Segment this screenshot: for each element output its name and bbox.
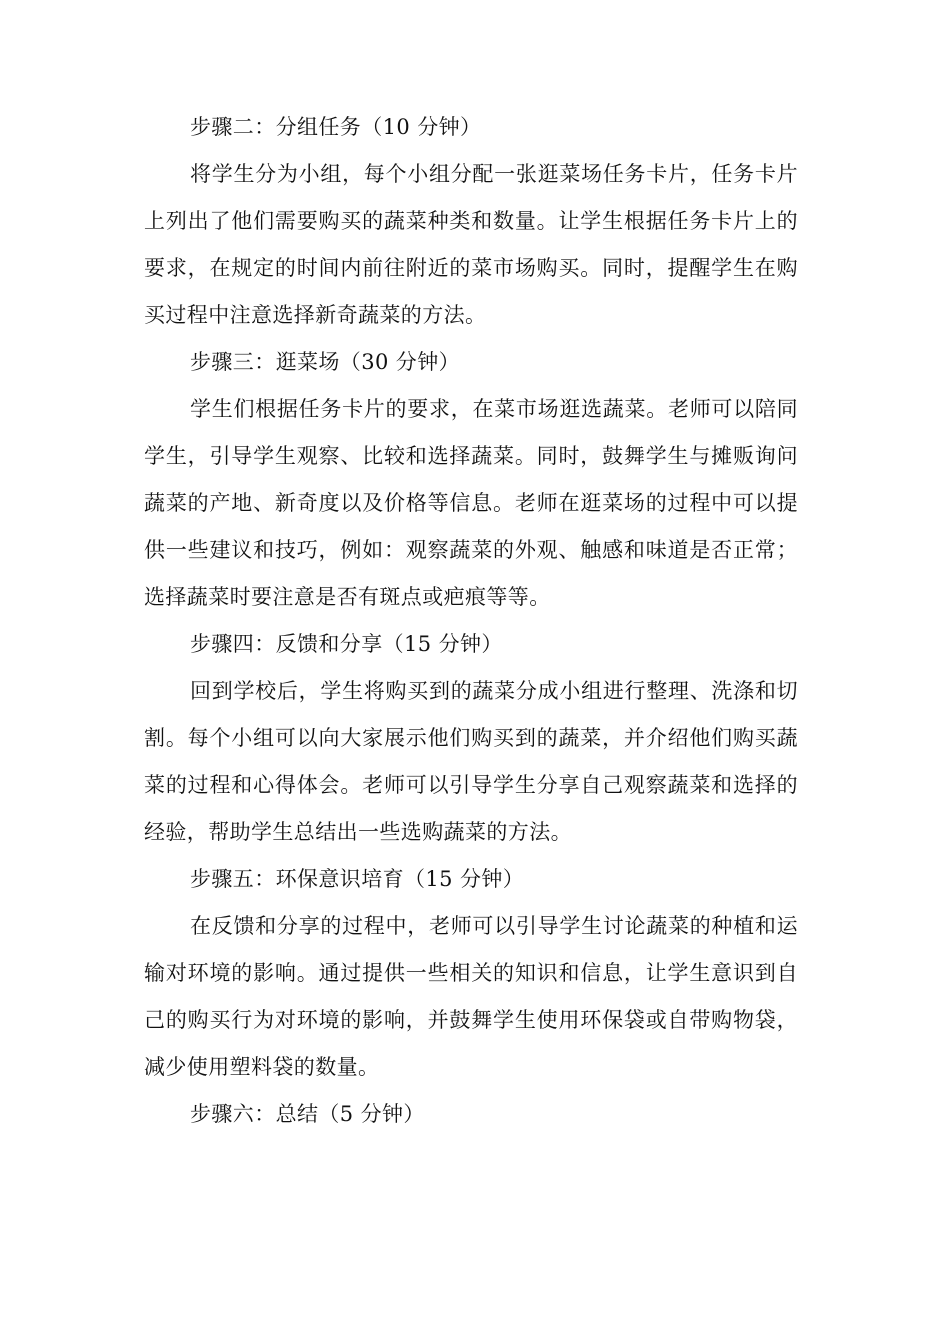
step-two-heading: 步骤二：分组任务（10 分钟） [190, 115, 482, 139]
step-five-heading: 步骤五：环保意识培育（15 分钟） [190, 867, 525, 891]
step-two-body: 将学生分为小组，每个小组分配一张逛菜场任务卡片，任务卡片上列出了他们需要购买的蔬菜种类和数量。让学生根据任务卡片上的要求，在规定的时间内前往附近的菜市场购买。同时，提醒学生在购买过程中注意选择新奇蔬菜的方法。 [144, 162, 798, 327]
document-content [144, 104, 798, 1138]
step-three-heading: 步骤三：逛菜场（30 分钟） [190, 350, 460, 374]
step-four-body: 回到学校后，学生将购买到的蔬菜分成小组进行整理、洗涤和切割。每个小组可以向大家展示他们购买到的蔬菜，并介绍他们购买蔬菜的过程和心得体会。老师可以引导学生分享自己观察蔬菜和选择的经验，帮助学生总结出一些选购蔬菜的方法。 [144, 679, 798, 844]
step-four-heading: 步骤四：反馈和分享（15 分钟） [190, 632, 503, 656]
step-six-heading: 步骤六：总结（5 分钟） [190, 1102, 425, 1126]
step-three-body: 学生们根据任务卡片的要求，在菜市场逛选蔬菜。老师可以陪同学生，引导学生观察、比较和选择蔬菜。同时，鼓舞学生与摊贩询问蔬菜的产地、新奇度以及价格等信息。老师在逛菜场的过程中可以提供一些建议和技巧，例如：观察蔬菜的外观、触感和味道是否正常；选择蔬菜时要注意是否有斑点或疤痕等等。 [144, 397, 798, 609]
step-five-body: 在反馈和分享的过程中，老师可以引导学生讨论蔬菜的种植和运输对环境的影响。通过提供一些相关的知识和信息，让学生意识到自己的购买行为对环境的影响，并鼓舞学生使用环保袋或自带购物袋，减少使用塑料袋的数量。 [144, 914, 798, 1079]
